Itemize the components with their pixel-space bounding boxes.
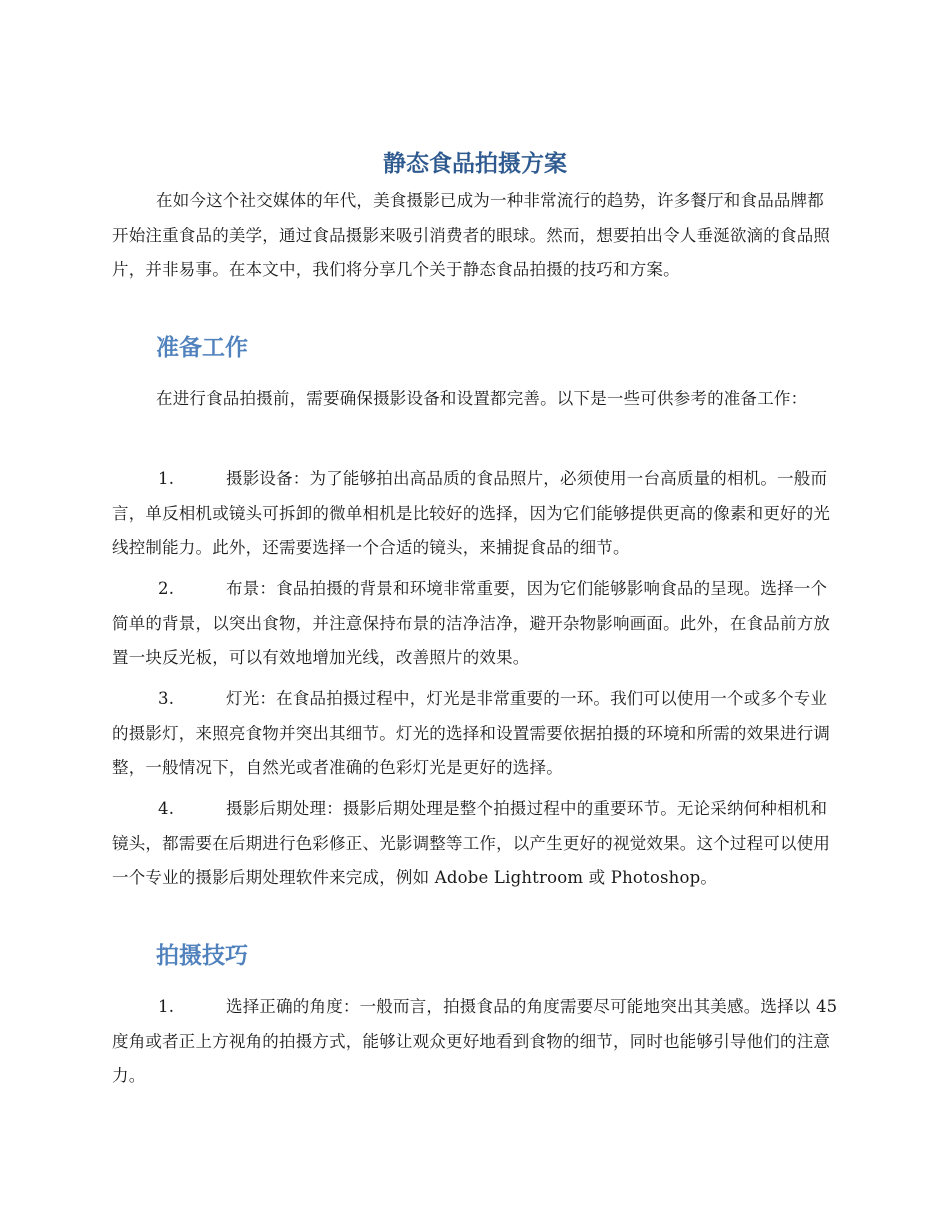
list-item-number: 2. [158,579,175,598]
intro-paragraph: 在如今这个社交媒体的年代，美食摄影已成为一种非常流行的趋势，许多餐厅和食品品牌都开始注重食品的美学，通过食品摄影来吸引消费者的眼球。然而，想要拍出令人垂涎欲滴的食品照片，并非易事。在本文中，我们将分享几个关于静态食品拍摄的技巧和方案。 [112,191,831,279]
list-item [112,990,840,1094]
section-heading-techniques: 拍摄技巧 [156,943,248,969]
section-intro-preparation: 在进行食品拍摄前，需要确保摄影设备和设置都完善。以下是一些可供参考的准备工作： [156,389,808,408]
list-item-number: 4. [158,799,175,818]
list-item-number: 1. [158,469,175,488]
list-item-text: 灯光：在食品拍摄过程中，灯光是非常重要的一环。我们可以使用一个或多个专业的摄影灯，来照亮食物并突出其细节。灯光的选择和设置需要依据拍摄的环境和所需的效果进行调整，一般情况下，自然光或者准确的色彩灯光是更好的选择。 [112,689,831,777]
list-item-text: 布景：食品拍摄的背景和环境非常重要，因为它们能够影响食品的呈现。选择一个简单的背景，以突出食物，并注意保持布景的洁净洁净，避开杂物影响画面。此外，在食品前方放置一块反光板，可以有效地增加光线，改善照片的效果。 [112,579,831,667]
list-item-number: 3. [158,689,175,708]
list-item [112,462,840,566]
list-item-number: 1. [158,997,175,1016]
list-item-text: 摄影后期处理：摄影后期处理是整个拍摄过程中的重要环节。无论采纳何种相机和镜头，都需要在后期进行色彩修正、光影调整等工作，以产生更好的视觉效果。这个过程可以使用一个专业的摄影后期处理软件来完成，例如 Adobe Lightroom 或 Photoshop。 [112,799,831,887]
list-item [112,682,840,786]
section-heading-preparation: 准备工作 [156,335,248,361]
list-item-text: 摄影设备：为了能够拍出高品质的食品照片，必须使用一台高质量的相机。一般而言，单反相机或镜头可拆卸的微单相机是比较好的选择，因为它们能够提供更高的像素和更好的光线控制能力。此外，还需要选择一个合适的镜头，来捕捉食品的细节。 [112,469,831,557]
list-item [112,572,840,676]
document-title: 静态食品拍摄方案 [383,151,567,177]
list-item-text: 选择正确的角度：一般而言，拍摄食品的角度需要尽可能地突出其美感。选择以 45 度角或者正上方视角的拍摄方式，能够让观众更好地看到食物的细节，同时也能够引导他们的注意力。 [112,997,838,1085]
list-item [112,792,840,896]
